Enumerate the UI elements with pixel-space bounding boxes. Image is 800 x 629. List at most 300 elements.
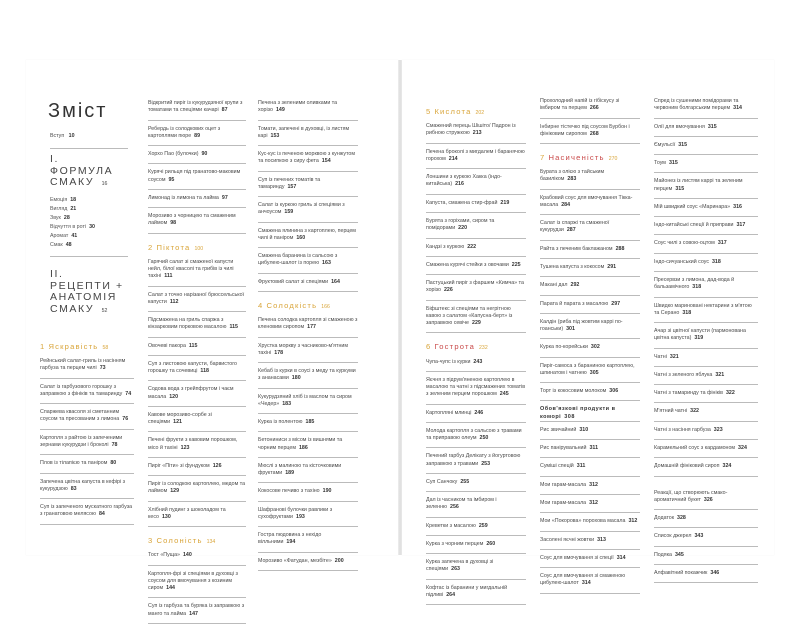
toc-entry-page: 302 <box>590 344 600 351</box>
toc-entry-page: 292 <box>570 282 580 289</box>
divider <box>654 457 758 458</box>
part1-item <box>50 196 95 205</box>
divider <box>654 348 758 349</box>
toc-entry <box>654 490 758 504</box>
divider <box>540 382 640 383</box>
divider <box>654 322 758 323</box>
toc-entry <box>148 343 246 350</box>
divider <box>148 337 246 338</box>
toc-entry-page: 153 <box>270 132 280 139</box>
toc-entry-page: 263 <box>451 566 460 573</box>
toc-entry <box>540 264 640 271</box>
toc-entry-page: 193 <box>296 513 305 520</box>
divider <box>654 509 758 510</box>
divider <box>50 148 128 149</box>
toc-entry-text: Тоум <box>654 160 666 167</box>
toc-entry-page: 311 <box>589 445 599 452</box>
section-heading <box>258 302 358 311</box>
divider <box>540 189 640 190</box>
toc-entry <box>654 98 758 112</box>
toc-entry <box>148 151 246 158</box>
part1-item-page: 21 <box>70 206 77 212</box>
toc-entry-page: 83 <box>70 485 77 492</box>
divider <box>540 494 640 495</box>
toc-entry <box>540 246 640 253</box>
toc-entry-page: 314 <box>733 105 742 112</box>
toc-entry-text: Овочеві пакора <box>148 342 186 349</box>
toc-entry <box>540 319 640 333</box>
toc-entry <box>540 195 640 209</box>
toc-entry <box>148 259 246 281</box>
divider <box>426 194 526 195</box>
toc-column-2 <box>148 100 246 629</box>
divider <box>540 295 640 296</box>
toc-entry <box>40 358 134 372</box>
toc-entry <box>654 533 758 540</box>
divider <box>258 501 358 502</box>
part1-item-page: 41 <box>71 233 78 239</box>
toc-entry <box>654 204 758 211</box>
toc-intro <box>50 133 75 139</box>
toc-entry-page: 144 <box>166 585 175 591</box>
toc-entry <box>426 585 526 599</box>
section-title: Гострота <box>434 342 476 352</box>
toc-entry <box>40 460 134 467</box>
divider <box>258 362 358 363</box>
toc-entry-text: Салат з точно нарізаної брюссельської капусти <box>148 291 245 305</box>
toc-entry <box>426 559 526 573</box>
divider <box>654 564 758 565</box>
divider <box>540 593 640 594</box>
divider <box>258 482 358 483</box>
divider <box>258 120 358 121</box>
toc-entry-text: Макані дал <box>540 282 568 289</box>
toc-entry <box>654 277 758 291</box>
section-heading <box>426 108 526 117</box>
toc-entry-page: 323 <box>713 426 723 433</box>
toc-entry <box>148 507 246 521</box>
toc-entry <box>540 301 640 308</box>
toc-entry-text: Індо-китайські спеції й приправи <box>654 222 734 229</box>
toc-entry-text: Ребердь із солодкових оцет з картоплями пюре <box>148 125 221 139</box>
toc-entry-text: Відкритий пиріг із кукурудзяної крупи з томатами та спеціями качарі <box>148 100 243 114</box>
toc-entry-page: 159 <box>284 209 294 216</box>
divider <box>426 579 526 580</box>
toc-entry <box>654 408 758 415</box>
toc-entry-page: 189 <box>285 470 295 476</box>
toc-entry-text: М'ятний чатні <box>654 408 688 415</box>
divider <box>540 476 640 477</box>
toc-entry-text: Крабовий соус для вмочування Тікка-масала <box>540 194 633 208</box>
part1-item-label: Смак <box>50 242 63 248</box>
toc-entry-text: Суп Санчоку <box>426 478 458 485</box>
part1-item <box>50 232 95 241</box>
toc-entry <box>258 228 358 242</box>
toc-entry-page: 130 <box>161 513 171 520</box>
toc-entry <box>540 344 640 351</box>
toc-entry-page: 120 <box>169 393 179 400</box>
toc-entry-page: 287 <box>566 227 576 234</box>
toc-entry-text: Гостра пюдовина з нехідо вілльними <box>258 532 322 546</box>
toc-entry-page: 318 <box>692 284 702 291</box>
part1-title-line2: СМАКУ <box>50 176 95 188</box>
divider <box>148 233 246 234</box>
toc-entry-text: Бурята з горіхами, сиром та помідорами <box>426 218 495 232</box>
toc-column-4 <box>426 98 526 610</box>
divider <box>654 402 758 403</box>
part1-num: I. <box>50 153 60 165</box>
toc-entry-text: Олії для вмочування <box>654 123 705 130</box>
divider <box>148 311 246 312</box>
toc-entry <box>426 541 526 548</box>
section-number: 1 <box>40 342 46 351</box>
divider <box>40 429 134 430</box>
divider <box>258 291 358 292</box>
toc-entry-text: Карамельний соус з кардамоном <box>654 445 736 452</box>
toc-entry-text: Підсмажена на гриль спаржа з кінзарковим порковою масалою <box>148 317 227 331</box>
toc-entry-text: Кавове морозиво-сорбе зі спеціями <box>148 411 212 425</box>
toc-entry-text: Шафранові булочки равлики з сухофруктами <box>258 506 333 520</box>
toc-entry-text: Мюслі з малиною та кісточковими фруктами <box>258 462 342 476</box>
toc-entry <box>148 292 246 306</box>
toc-entry-page: 343 <box>694 533 704 540</box>
toc-entry-page: 324 <box>738 445 747 452</box>
toc-entry <box>426 359 526 366</box>
intro-label: Вступ <box>50 133 65 139</box>
divider <box>258 222 358 223</box>
divider <box>540 421 640 422</box>
toc-entry <box>426 280 526 294</box>
section-title: Солодкість <box>266 300 318 310</box>
section-number: 2 <box>148 242 154 252</box>
toc-entry <box>258 177 358 191</box>
divider <box>40 524 134 525</box>
toc-entry-text: Спред із сушеними помідорами та червоним болгарським перцем <box>654 98 739 112</box>
toc-entry-text: Хрустка моркву з часниково-м'ятним тахіні <box>258 342 349 356</box>
right-page <box>402 60 774 598</box>
toc-entry <box>540 363 640 377</box>
section-title: Насиченість <box>548 153 605 162</box>
toc-entry <box>540 463 640 470</box>
toc-entry-page: 283 <box>567 176 577 183</box>
part1-item <box>50 214 95 223</box>
toc-entry-text: Кофтас із баранини у мигдальній підливі <box>426 584 508 598</box>
intro-page: 10 <box>68 133 75 139</box>
toc-entry <box>654 463 758 470</box>
toc-entry-text: Тост «Пуща» <box>148 552 180 559</box>
divider <box>540 143 640 144</box>
divider <box>426 168 526 169</box>
toc-entry <box>426 523 526 530</box>
divider <box>426 447 526 448</box>
divider <box>426 256 526 257</box>
toc-entry-text: Мои гарам-масала <box>540 481 587 488</box>
toc-entry-page: 316 <box>733 203 742 210</box>
toc-entry-text: Чатні з зеленого яблука <box>654 371 713 378</box>
divider <box>426 371 526 372</box>
toc-entry <box>258 463 358 477</box>
toc-entry-page: 291 <box>607 264 617 270</box>
divider <box>654 172 758 173</box>
toc-entry <box>148 126 246 140</box>
toc-entry-text: Морозиво «Фатудан, мезбіте» <box>258 557 332 564</box>
divider <box>148 597 246 598</box>
divider <box>258 171 358 172</box>
divider <box>426 535 526 536</box>
toc-entry-page: 140 <box>182 552 192 559</box>
toc-entry <box>426 123 526 137</box>
toc-entry <box>540 445 640 452</box>
divider <box>148 163 246 164</box>
divider <box>654 476 758 477</box>
toc-entry-text: Пастуцький пиріг з фаршем «Кимча» та хорізо <box>426 280 524 294</box>
divider <box>426 143 526 144</box>
toc-entry <box>540 98 640 112</box>
toc-entry-page: 222 <box>467 243 477 250</box>
divider <box>540 457 640 458</box>
section-number: 3 <box>148 536 154 546</box>
toc-entry-text: Кус-кус із печеною морквою з кунжутом та посипкою з сиру фета <box>258 151 355 165</box>
toc-entry-text: Додаток <box>654 515 675 522</box>
toc-entry-text: Кандзі з куркою <box>426 243 465 250</box>
toc-entry-page: 322 <box>725 390 735 397</box>
toc-entry-text: Чатні з тамаринду та фініків <box>654 390 723 397</box>
section-heading <box>540 154 640 163</box>
part2-title-line2: АНАТОМІЯ <box>50 291 117 303</box>
toc-entry <box>258 151 358 165</box>
toc-entry-text: Ємульсії <box>654 141 676 148</box>
divider <box>426 491 526 492</box>
toc-entry-page: 260 <box>486 540 496 547</box>
toc-entry <box>148 213 246 227</box>
toc-entry-text: Томати, запечені в духовці, із листям карі <box>258 125 350 139</box>
toc-entry <box>426 410 526 417</box>
divider <box>40 454 134 455</box>
divider <box>654 198 758 199</box>
toc-entry-text: Чупа-чупс із курки <box>426 358 471 365</box>
toc-entry-page: 264 <box>446 591 456 598</box>
divider <box>540 400 640 401</box>
section-page: 58 <box>102 345 109 351</box>
divider <box>258 196 358 197</box>
toc-column-6 <box>654 98 758 588</box>
divider <box>426 517 526 518</box>
toc-entry-page: 89 <box>194 132 201 139</box>
toc-entry <box>258 488 358 495</box>
divider <box>148 431 246 432</box>
toc-entry-text: Кукурудзяний хліб із маслом та сиром «Чедер» <box>258 393 352 407</box>
toc-entry-text: Картопля з райтою із запеченими зернами кукурудзи і броколі <box>40 434 123 448</box>
toc-entry <box>148 361 246 375</box>
toc-entry-page: 97 <box>221 194 228 201</box>
toc-entry <box>426 174 526 188</box>
toc-entry-page: 219 <box>500 199 510 206</box>
toc-entry <box>148 195 246 202</box>
toc-entry-page: 328 <box>677 515 686 522</box>
toc-column-3 <box>258 100 358 576</box>
part1-item <box>50 241 95 250</box>
toc-entry-page: 163 <box>322 260 331 267</box>
divider <box>540 567 640 568</box>
divider <box>40 473 134 474</box>
toc-entry-page: 321 <box>669 353 679 360</box>
toc-entry-text: Суп із запеченого мускатного гарбуза з гранатовою мелясою <box>40 504 133 518</box>
toc-entry-text: Швидко мариновані нектарини з м'ятою та Серано <box>654 302 752 316</box>
toc-entry-page: 185 <box>305 419 315 425</box>
toc-entry-page: 178 <box>274 349 284 356</box>
toc-entry-text: Яєчня з підрум'яненою картоплею в масалою та чатні з підсмажених томатів з зеленим перцем порошком <box>426 376 526 398</box>
toc-entry-text: Печені фрукти з кавовим порошком, місо й тахіні <box>148 437 238 451</box>
toc-entry <box>40 504 134 518</box>
toc-entry-text: Суп із печених томатів та тамаринду <box>258 176 321 190</box>
toc-entry <box>258 419 358 426</box>
toc-entry-text: Смажений перець Шішіто/ Падрон із рибною стружкою <box>426 123 516 137</box>
part1-item-label: Вигляд <box>50 206 68 212</box>
toc-entry-page: 177 <box>307 324 316 331</box>
part1-page: 16 <box>101 181 108 187</box>
divider <box>258 552 358 553</box>
toc-entry <box>540 500 640 507</box>
toc-entry-text: Подяка <box>654 551 672 558</box>
toc-entry-text: Прохолодний напій із гібіскусу зі імбиром та перцем <box>540 98 620 112</box>
toc-entry-page: 284 <box>561 201 571 208</box>
section-heading <box>40 343 134 352</box>
toc-entry-page: 245 <box>499 391 509 398</box>
toc-entry-text: Смажена курячі стейки з овочами <box>426 261 509 268</box>
toc-entry-page: 346 <box>710 570 720 577</box>
toc-entry-page: 268 <box>589 130 599 137</box>
divider <box>426 473 526 474</box>
toc-entry-text: Печений гарбуз Делікату з йогуртовою заправкою з травами <box>426 453 521 467</box>
toc-entry-text: Соус для вмочування зі спеції <box>540 554 614 561</box>
toc-entry-text: Молода картопля з сальсою з травами та приправою олеум <box>426 427 522 441</box>
toc-entry-page: 213 <box>472 130 482 137</box>
divider <box>258 431 358 432</box>
toc-entry-page: 306 <box>609 388 619 395</box>
toc-entry <box>540 537 640 544</box>
toc-entry-page: 315 <box>668 160 678 167</box>
divider <box>540 313 640 314</box>
divider <box>540 338 640 339</box>
toc-entry-text: Хлібний пудинг з шоколадом та кесо <box>148 506 226 520</box>
toc-entry-page: 129 <box>170 488 180 495</box>
divider <box>148 380 246 381</box>
toc-entry-page: 73 <box>99 365 106 372</box>
toc-entry-page: 318 <box>711 258 721 265</box>
toc-entry <box>654 570 758 577</box>
toc-column-1 <box>40 333 134 530</box>
part1-item <box>50 223 95 232</box>
divider <box>148 189 246 190</box>
toc-entry <box>426 428 526 442</box>
toc-entry <box>654 390 758 397</box>
toc-entry-text: Соус для вмочування зі смаженою цибулею-шалот <box>540 573 626 587</box>
toc-entry <box>426 149 526 163</box>
divider <box>258 337 358 338</box>
part1-item-page: 30 <box>89 224 95 230</box>
toc-entry-text: Курка з чорним перцем <box>426 540 484 547</box>
divider <box>654 439 758 440</box>
toc-entry-text: Содова вода з грейпфрутом і чаєм масала <box>148 386 234 400</box>
toc-entry <box>148 552 246 559</box>
toc-entry-text: Мои гарам-масала <box>540 500 587 507</box>
section-number: 7 <box>540 153 546 162</box>
divider <box>426 604 526 605</box>
toc-entry-page: 319 <box>694 335 704 342</box>
toc-entry-page: 74 <box>125 390 132 397</box>
divider <box>258 413 358 414</box>
divider <box>540 258 640 259</box>
toc-entry-text: Картопля-фрі зі спеціями в духовці з соусом для вмочування з козиним сиром <box>148 570 238 591</box>
toc-entry <box>654 515 758 522</box>
divider <box>50 256 128 257</box>
toc-entry-page: 288 <box>615 245 625 252</box>
toc-entry-page: 220 <box>458 225 468 232</box>
toc-entry <box>540 169 640 183</box>
toc-entry-page: 314 <box>581 580 591 587</box>
part1-item-page: 48 <box>65 242 72 248</box>
section-page: 166 <box>321 303 330 310</box>
toc-entry-page: 98 <box>170 220 177 227</box>
divider <box>258 273 358 274</box>
toc-entry-page: 312 <box>589 500 598 507</box>
part2-title-line3: СМАКУ <box>50 302 95 315</box>
toc-entry-text: Картопляні млинці <box>426 409 472 416</box>
toc-entry-page: 186 <box>298 444 308 451</box>
toc-entry-text: Райта з печеним баклажаном <box>540 245 613 252</box>
toc-entry-page: 200 <box>334 557 344 564</box>
toc-entry <box>426 244 526 251</box>
divider <box>148 623 246 624</box>
toc-entry <box>258 317 358 331</box>
part1-list <box>50 196 95 250</box>
toc-entry <box>426 200 526 207</box>
section-page: 308 <box>564 413 575 420</box>
divider <box>540 531 640 532</box>
toc-entry-text: Пиріг-самоса з бараниною картоплею, шпинатом і чатнею <box>540 362 635 376</box>
toc-entry <box>654 178 758 192</box>
toc-entry <box>258 368 358 382</box>
divider <box>40 498 134 499</box>
toc-entry-text: Рис звичайний <box>540 426 577 433</box>
divider <box>148 207 246 208</box>
part1-item-label: Відчуття в роті <box>50 224 87 230</box>
toc-entry-page: 214 <box>448 155 458 162</box>
toc-entry-page: 243 <box>473 358 483 365</box>
toc-entry-page: 317 <box>736 222 746 229</box>
toc-entry-text: Торт із кокосовим молоком <box>540 388 607 395</box>
toc-entry <box>258 532 358 546</box>
toc-entry-page: 90 <box>201 151 208 157</box>
toc-entry-text: Чатні <box>654 353 667 360</box>
toc-entry-page: 84 <box>98 511 105 518</box>
toc-entry-text: Лоншини з куркою Хакка (індо-китайська) <box>426 174 502 188</box>
toc-entry-text: Фруктовий салат зі спеціями <box>258 278 329 285</box>
divider <box>258 247 358 248</box>
toc-entry-page: 164 <box>331 278 340 285</box>
toc-entry <box>258 253 358 267</box>
divider <box>258 570 358 571</box>
part1-item <box>50 205 95 214</box>
divider <box>654 366 758 367</box>
toc-entry-page: 315 <box>678 141 688 148</box>
toc-entry-page: 305 <box>589 369 599 376</box>
part1-item-page: 18 <box>70 197 77 203</box>
divider <box>148 355 246 356</box>
toc-entry-page: 183 <box>282 400 292 407</box>
toc-entry <box>258 202 358 216</box>
divider <box>540 214 640 215</box>
